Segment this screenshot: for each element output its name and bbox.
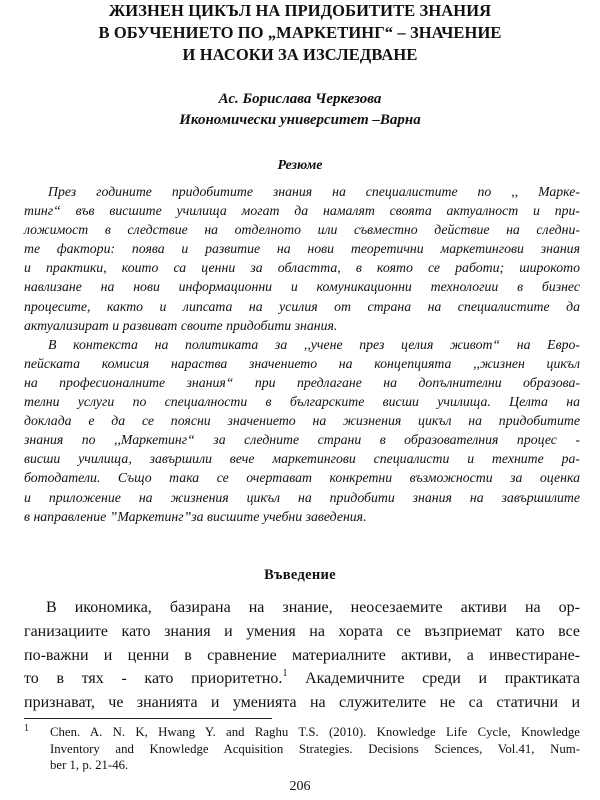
title-line-3: И НАСОКИ ЗА ИЗСЛЕДВАНЕ	[182, 45, 418, 64]
body-text-segment: Академичните среди и практиката	[287, 670, 580, 688]
abstract-line: и приложение на жизнения цикъл на придобити знания на завършилите	[24, 489, 580, 505]
footnote-line: ber 1, p. 21-46.	[50, 758, 129, 772]
abstract-line: доклада е да се поясни значението на жизнения цикъл на придобитите	[24, 413, 580, 429]
abstract-line: и практики, които са ценни за областта, в която се работи; широкото	[24, 260, 580, 276]
title-line-2: В ОБУЧЕНИЕТО ПО „МАРКЕТИНГ“ – ЗНАЧЕНИЕ	[98, 23, 502, 42]
footnote-line: Inventory and Knowledge Acquisition Strategies. Decisions Sciences, Vol.41, Num-	[50, 741, 580, 756]
abstract-line: процесите, както и липсата на усилия от страна на специалистите да	[24, 298, 580, 314]
abstract-line: ложимост в следствие на отделното или съвместно действие на следни-	[24, 222, 580, 238]
abstract-line: тинг“ във висшите училища могат да намалят своята актуалност и при-	[24, 203, 580, 219]
abstract-line: в направление ”Маркетинг”за висшите учебни заведения.	[24, 508, 367, 524]
introduction-body	[24, 596, 580, 715]
footnote-text: Chen. A. N. K, Hwang Y. and Raghu T.S. (2010). Knowledge Life Cycle, Knowledge	[50, 725, 580, 739]
footnote	[24, 724, 580, 774]
body-line: ганизациите като знания и умения на хората се възприемат като все	[24, 622, 580, 640]
body-line-with-footnote-ref	[24, 667, 580, 691]
footnote-separator	[24, 718, 272, 719]
abstract-line: телни услуги по специалности в българските висши училища. Целта на	[24, 394, 580, 410]
abstract-body	[24, 182, 580, 526]
body-line: В икономика, базирана на знание, неосезаемите активи на ор-	[46, 599, 580, 616]
introduction-heading: Въведение	[264, 567, 336, 583]
footnote-line: 1 Chen. A. N. K, Hwang Y. and Raghu T.S. (2010). Knowledge Life Cycle, Knowledge	[24, 723, 580, 739]
abstract-line: знания по ,,Маркетинг“ за следните страни в образователния процес -	[24, 432, 580, 448]
abstract-line: През годините придобитите знания на специалистите по ,, Марке-	[48, 184, 580, 199]
body-text-segment: то в тях - като приоритетно.	[24, 670, 283, 688]
author-name: Ас. Борислава Черкезова	[218, 91, 382, 107]
abstract-line: актуализират и развиват своите придобити знания.	[24, 317, 338, 333]
abstract-heading: Резюме	[277, 158, 323, 173]
paper-title	[30, 0, 570, 66]
author-block	[40, 89, 560, 131]
abstract-line: ботодатели. Също така се очертават конкретни възможности за оценка	[24, 470, 580, 486]
abstract-line: на професионалните знания“ при предлагане на допълнителни образова-	[24, 374, 580, 390]
abstract-line: В контекста на политиката за ,,учене през целия живот“ на Евро-	[48, 336, 580, 352]
abstract-line: висши училища, завършили вече маркетингови специалисти и техните ра-	[24, 451, 580, 467]
author-affiliation: Икономически университет –Варна	[179, 112, 421, 128]
body-line: по-важни и ценни в сравнение материалните активи, а инвестиране-	[24, 646, 580, 664]
abstract-line: те фактори: поява и развитие на нови теоретични маркетингови знания	[24, 241, 580, 257]
abstract-line: навлизане на нови информационни и комуникационни технологии в бизнес	[24, 279, 580, 295]
footnote-reference[interactable]: 1	[282, 668, 288, 680]
title-line-1: ЖИЗНЕН ЦИКЪЛ НА ПРИДОБИТИТЕ ЗНАНИЯ	[108, 1, 492, 20]
body-line: признават, че знанията и уменията на служителите не са статични и	[24, 694, 580, 712]
page-number: 206	[289, 779, 311, 794]
abstract-line: пейската комисия нараства значението на концепцията ,,жизнен цикъл	[24, 355, 580, 371]
